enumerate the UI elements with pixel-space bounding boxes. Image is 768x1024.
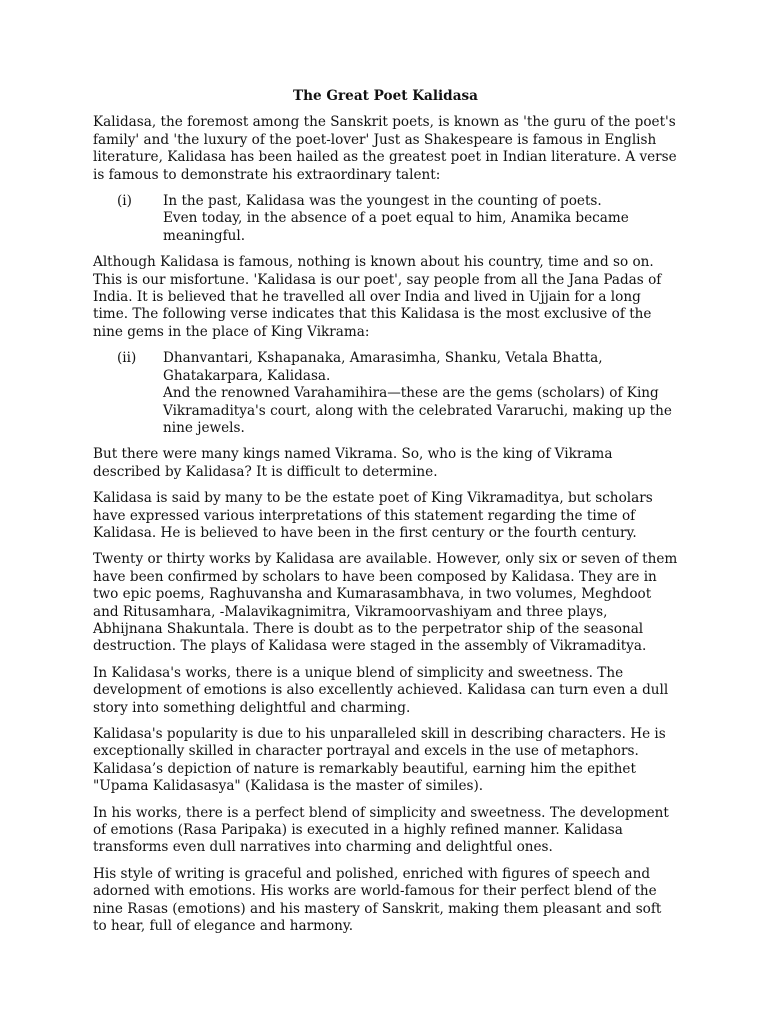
paragraph-works: Twenty or thirty works by Kalidasa are available. However, only six or seven of them have been confirmed by scholars to have been composed by Kalidasa. They are in two epic poems, Raghuvansha and Kumarasambhava, in two volumes, Meghdoot and Ritusamhara, -Malavikagnimitra, Vikramoorvashiyam and three plays, Abhijnana Shakuntala. There is doubt as to the perpetrator ship of the seasonal destruction. The plays of Kalidasa were staged in the assembly of Vikramaditya. bbox=[93, 551, 678, 655]
paragraph-intro: Kalidasa, the foremost among the Sanskrit poets, is known as 'the guru of the poet's family' and 'the luxury of the poet-lover' Just as Shakespeare is famous in English literature, Kalidasa has been hailed as the greatest poet in Indian literature. A verse is famous to demonstrate his extraordinary talent: bbox=[93, 114, 677, 183]
verse-ii bbox=[93, 350, 678, 437]
paragraph-origins: Although Kalidasa is famous, nothing is known about his country, time and so on. This is our misfortune. 'Kalidasa is our poet', say people from all the Jana Padas of India. It is believed that he travelled all over India and lived in Ujjain for a long time. The following verse indicates that this Kalidasa is the most exclusive of the nine gems in the place of King Vikrama: bbox=[93, 254, 662, 340]
verse-line: Even today, in the absence of a poet equal to him, Anamika became meaningful. bbox=[163, 210, 629, 244]
verse-number: (i) bbox=[117, 193, 132, 210]
paragraph-blend: In Kalidasa's works, there is a unique blend of simplicity and sweetness. The development of emotions is also excellently achieved. Kalidasa can turn even a dull story into something delightful and charming. bbox=[93, 664, 669, 716]
paragraph-popularity: Kalidasa's popularity is due to his unparalleled skill in describing characters. He is exceptionally skilled in character portrayal and excels in the use of metaphors. Kalidasa’s depiction of nature is remarkably beautiful, earning him the epithet "Upama Kalidasasya" (Kalidasa is the master of similes). bbox=[93, 726, 666, 795]
verse-line: In the past, Kalidasa was the youngest in the counting of poets. bbox=[163, 193, 602, 210]
paragraph-vikrama: But there were many kings named Vikrama. So, who is the king of Vikrama described by Kalidasa? It is difficult to determine. bbox=[93, 446, 613, 480]
paragraph-rasa: In his works, there is a perfect blend of simplicity and sweetness. The development of emotions (Rasa Paripaka) is executed in a highly refined manner. Kalidasa transforms even dull narratives into charming and delightful ones. bbox=[93, 804, 669, 856]
verse-i bbox=[93, 193, 678, 245]
paragraph-estate-poet: Kalidasa is said by many to be the estate poet of King Vikramaditya, but scholars have expressed various interpretations of this statement regarding the time of Kalidasa. He is believed to have been in the first century or the fourth century. bbox=[93, 490, 653, 541]
verse-body bbox=[163, 193, 678, 245]
verse-line: Dhanvantari, Kshapanaka, Amarasimha, Shanku, Vetala Bhatta, Ghatakarpara, Kalidasa. bbox=[163, 350, 603, 384]
document-title: The Great Poet Kalidasa bbox=[293, 88, 478, 104]
verse-line: And the renowned Varahamihira—these are the gems (scholars) of King Vikramaditya's court, along with the celebrated Vararuchi, making up the nine jewels. bbox=[163, 385, 672, 436]
verse-number: (ii) bbox=[117, 350, 137, 367]
verse-body bbox=[163, 350, 678, 437]
paragraph-style: His style of writing is graceful and polished, enriched with figures of speech and adorned with emotions. His works are world-famous for their perfect blend of the nine Rasas (emotions) and his mastery of Sanskrit, making them pleasant and soft to hear, full of elegance and harmony. bbox=[93, 865, 662, 935]
